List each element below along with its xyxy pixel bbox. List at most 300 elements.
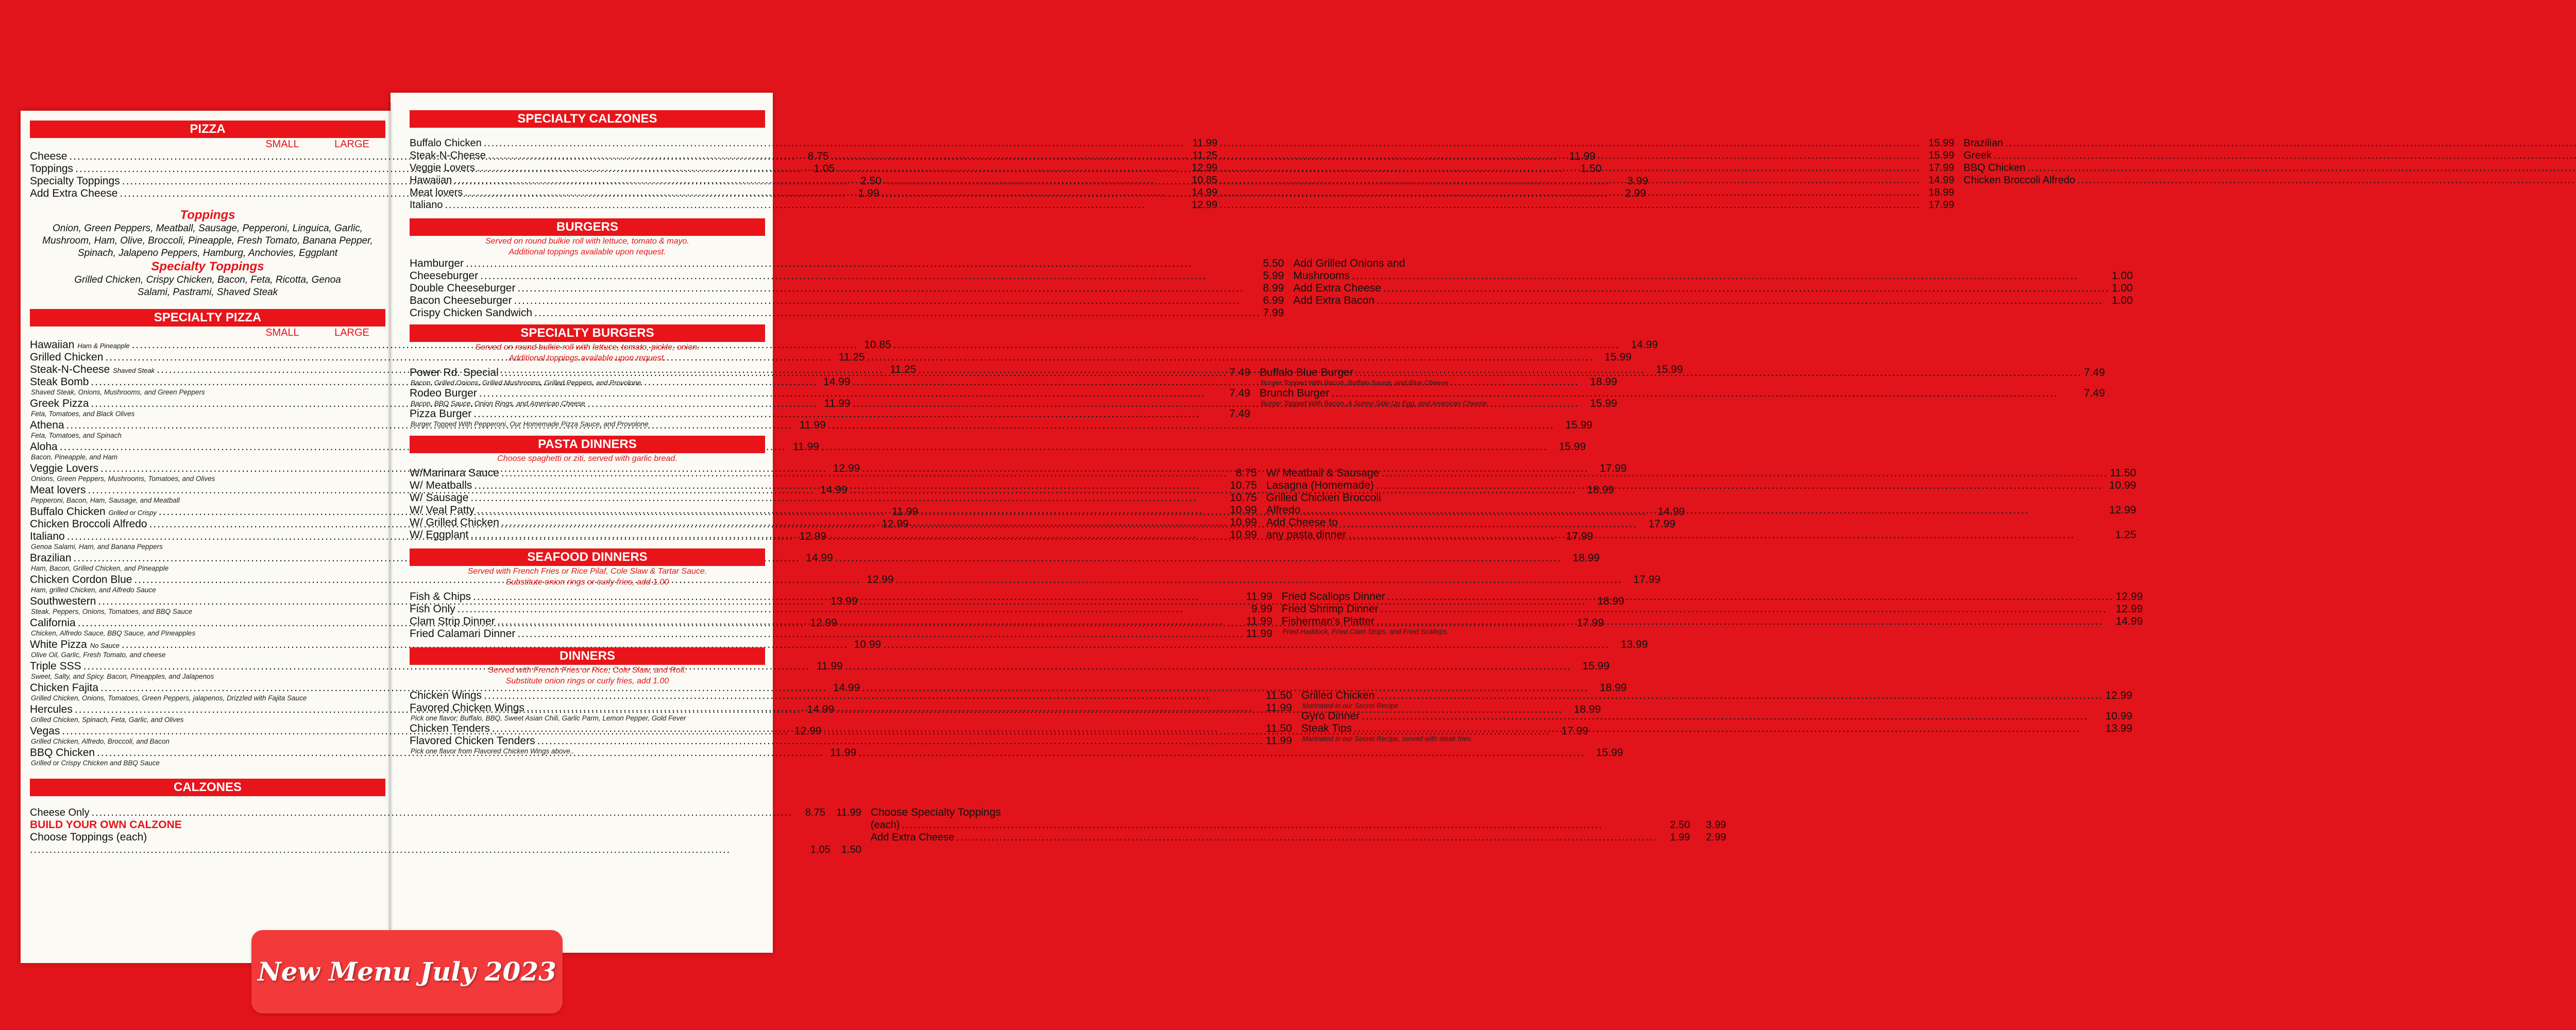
dinners-right-list xyxy=(1301,690,2132,756)
item-name: Fried Shrimp Dinner xyxy=(1281,603,1379,615)
small-price: 14.99 xyxy=(1191,187,1218,198)
burger-addon-row xyxy=(1293,270,2133,282)
small-price: 10.85 xyxy=(864,339,891,351)
item-name: Pizza Burger xyxy=(410,408,472,420)
new-menu-banner xyxy=(251,930,563,1014)
item-description: Ham, Bacon, Grilled Chicken, and Pineapple xyxy=(31,564,169,572)
large-price: 17.99 xyxy=(1633,574,1660,586)
item-name: Specialty Toppings xyxy=(30,175,120,187)
large-price: 17.99 xyxy=(1928,162,1955,174)
item-name: Greek Pizza xyxy=(30,398,89,409)
calzone-choose-toppings-label: Choose Toppings (each) xyxy=(30,831,147,843)
burger-row xyxy=(410,258,1284,270)
item-price: 11.99 xyxy=(1246,615,1273,627)
large-price: 3.99 xyxy=(1627,175,1649,187)
item-name: Grilled Chicken xyxy=(1301,690,1375,701)
item-name: Toppings xyxy=(30,163,74,175)
pasta-row xyxy=(410,492,1257,504)
small-price: 12.99 xyxy=(882,518,909,530)
item-price: 11.99 xyxy=(1265,702,1292,714)
burgers-header: BURGERS xyxy=(410,218,765,236)
item-name: Cheeseburger xyxy=(410,270,479,282)
specialty-calzone-row xyxy=(1963,162,2576,174)
item-description: Feta, Tomatoes, and Spinach xyxy=(31,432,122,439)
small-price: 14.99 xyxy=(833,682,860,694)
item-price: 8.75 xyxy=(1235,467,1257,479)
item-name: Fish Only xyxy=(410,603,455,615)
item-name: Cheese xyxy=(30,150,67,162)
item-name: Hercules xyxy=(30,703,73,715)
item-name: Add Extra Cheese xyxy=(30,187,118,199)
pizza-header: PIZZA xyxy=(30,121,385,138)
small-price: 1.05 xyxy=(814,163,835,175)
large-price: 14.99 xyxy=(1657,506,1685,518)
item-price: 10.75 xyxy=(1230,492,1257,504)
seafood-row xyxy=(1282,603,2143,615)
item-name: Aloha xyxy=(30,441,58,453)
item-price: 1.00 xyxy=(2111,295,2133,306)
item-price: 10.99 xyxy=(1230,529,1257,541)
item-name: Italiano xyxy=(410,199,443,211)
item-note: Shaved Steak xyxy=(113,367,155,374)
large-price: 15.99 xyxy=(1928,138,1955,149)
item-description: Grilled or Crispy Chicken and BBQ Sauce xyxy=(31,759,160,767)
small-price: 11.25 xyxy=(890,364,917,375)
pasta-gcb-label: Grilled Chicken Broccoli xyxy=(1266,492,1381,504)
build-your-own-calzone: BUILD YOUR OWN CALZONE xyxy=(30,819,182,831)
calzones-header: CALZONES xyxy=(30,779,385,796)
item-price: 11.99 xyxy=(1246,591,1273,603)
item-description: Burger Topped With Bacon, Buffalo Sauce, and Blue Cheese xyxy=(1260,379,1448,387)
item-description: Onions, Green Peppers, Mushrooms, Tomatoes, and Olives xyxy=(31,475,215,483)
item-name: Gyro Dinner xyxy=(1301,710,1360,722)
item-description: Bacon, BBQ Sauce, Onion Rings, and American Cheese xyxy=(411,400,585,407)
specialty-burger-row xyxy=(1260,387,2105,400)
seafood-row xyxy=(410,591,1273,603)
specialty-burger-row xyxy=(410,408,1250,420)
calzone-specialty-toppings-price: (each) ..... 2.50 3.99 xyxy=(871,819,1726,831)
item-price: 7.49 xyxy=(1229,367,1250,379)
item-name: Add Extra Cheese xyxy=(1293,282,1381,294)
item-note: Grilled or Crispy xyxy=(108,509,157,517)
small-price: 1.99 xyxy=(858,187,879,199)
item-description: Sweet, Salty, and Spicy. Bacon, Pineapples, and Jalapenos xyxy=(31,673,214,680)
large-price: 14.99 xyxy=(1928,175,1955,186)
specialty-calzones-right-list xyxy=(1963,137,2576,186)
large-price: 15.99 xyxy=(1582,660,1610,672)
item-name: Steak Tips xyxy=(1301,723,1352,734)
item-name: Buffalo Chicken xyxy=(410,138,482,149)
specialty-calzones-left-list xyxy=(410,137,1954,211)
small-price: 12.99 xyxy=(1191,199,1218,211)
item-name: Steak Bomb xyxy=(30,376,89,388)
burger-row xyxy=(410,270,1284,282)
small-price: 14.99 xyxy=(823,376,851,388)
seafood-dinners-header: SEAFOOD DINNERS xyxy=(410,548,765,566)
item-name: Veggie Lovers xyxy=(410,162,475,174)
specialty-calzone-row xyxy=(410,149,1954,162)
small-price: 13.99 xyxy=(831,595,858,607)
item-description: Grilled Chicken, Onions, Tomatoes, Green Peppers, jalapenos, Drizzled with Fajita Sauce xyxy=(31,694,307,702)
item-name: Hawaiian xyxy=(410,175,452,186)
item-price: 10.99 xyxy=(1230,517,1257,528)
small-price: 11.99 xyxy=(799,419,826,431)
small-price: 12.99 xyxy=(833,462,860,474)
item-price: 13.99 xyxy=(2105,723,2132,734)
item-price: 10.75 xyxy=(1230,479,1257,491)
specialty-calzone-row xyxy=(410,186,1954,199)
large-price: 2.99 xyxy=(1625,187,1646,199)
item-note: No Sauce xyxy=(90,642,120,649)
large-price: 13.99 xyxy=(1620,639,1648,650)
item-name: California xyxy=(30,617,76,629)
item-price: 14.99 xyxy=(2115,615,2143,627)
item-name: Crispy Chicken Sandwich xyxy=(410,307,533,319)
specialty-burgers-note-2: Additional toppings available upon request. xyxy=(509,354,666,363)
item-note: Ham & Pineapple xyxy=(77,342,130,350)
item-name: Double Cheeseburger xyxy=(410,282,516,294)
pasta-row xyxy=(410,467,1257,479)
item-description: Grilled Chicken, Spinach, Feta, Garlic, and Olives xyxy=(31,716,184,724)
specialty-calzone-row xyxy=(1963,174,2576,186)
item-price: 7.49 xyxy=(2083,367,2105,379)
burger-row xyxy=(410,282,1284,295)
seafood-row xyxy=(410,628,1273,640)
item-description: Bacon, Pineapple, and Ham xyxy=(31,453,118,461)
item-price: 12.99 xyxy=(2115,591,2143,603)
item-description: Genoa Salami, Ham, and Banana Peppers xyxy=(31,543,163,551)
small-price: 8.75 xyxy=(807,150,829,162)
specialty-burger-row xyxy=(410,387,1250,400)
large-price: 18.99 xyxy=(1928,187,1955,198)
specialty-burgers-right-list xyxy=(1260,367,2105,428)
pasta-row xyxy=(410,504,1257,517)
item-name: Mushrooms xyxy=(1293,270,1350,282)
large-price: 17.99 xyxy=(1928,199,1955,211)
item-name: W/Marinara Sauce xyxy=(410,467,499,479)
small-price: 14.99 xyxy=(807,703,835,715)
seafood-row xyxy=(410,603,1273,615)
large-price: 15.99 xyxy=(1596,747,1623,759)
large-label: LARGE xyxy=(334,327,369,338)
large-price: 15.99 xyxy=(1604,351,1632,363)
small-label: SMALL xyxy=(265,139,299,150)
small-price: 11.25 xyxy=(1192,150,1218,161)
item-name: Hamburger xyxy=(410,258,464,269)
large-price: 15.99 xyxy=(1928,150,1955,161)
item-name: Chicken Tenders xyxy=(410,723,490,734)
item-name: Hawaiian xyxy=(30,339,75,351)
small-price: 11.99 xyxy=(816,660,843,672)
calzones-grid: SMALL LARGE Cheese Only ..... 8.75 11.99 BUILD YOUR OWN CALZONE Choose Toppings (each) ..... 1.05 1.50 SMALL LARGE Choose Specialty Toppings (each) ..... 2.50 3.99 Add Extra Cheese ..... 1.99 2.99 xyxy=(30,796,385,856)
burgers-grid xyxy=(410,258,2133,319)
item-price: 11.50 xyxy=(1265,690,1292,701)
large-price: 17.99 xyxy=(1599,462,1627,474)
specialty-pizza-header: SPECIALTY PIZZA xyxy=(30,309,385,327)
seafood-right-list xyxy=(1282,591,2143,640)
item-name: Greek xyxy=(1963,150,1992,161)
specialty-pizza-row xyxy=(30,639,1648,651)
seafood-note-2: Substitute onion rings or curly fries, add 1.00 xyxy=(505,578,669,587)
small-price: 12.99 xyxy=(794,725,822,737)
small-price: 12.99 xyxy=(810,617,837,629)
item-name: Chicken Fajita xyxy=(30,682,99,694)
item-price: 7.99 xyxy=(1263,307,1284,319)
item-description: Bacon, Grilled Onions, Grilled Mushrooms, Grilled Peppers, and Provolone xyxy=(411,379,641,387)
pasta-dinners-header: PASTA DINNERS xyxy=(410,436,765,453)
burger-row xyxy=(410,307,1284,319)
burger-addon-row xyxy=(1293,295,2133,307)
specialty-calzone-row xyxy=(410,174,1954,186)
specialty-pizza-row xyxy=(30,682,1627,694)
calzone-extra-cheese: Add Extra Cheese ..... 1.99 2.99 xyxy=(871,831,1726,844)
item-name: Chicken Broccoli Alfredo xyxy=(30,518,147,530)
dinner-row xyxy=(410,690,1292,702)
item-name: Steak-N-Cheese xyxy=(30,364,110,375)
toppings-title: Toppings xyxy=(180,208,235,222)
calzone-size-header: SMALL LARGE xyxy=(788,797,855,805)
burgers-note-2: Additional toppings available upon request. xyxy=(509,248,666,256)
toppings-list: Onion, Green Peppers, Meatball, Sausage, Pepperoni, Linguica, Garlic, Mushroom, Ham, Olive, Broccoli, Pineapple, Fresh Tomato, Banana Pepper, Spinach, Jalapeno Peppers, Hamburg, Anchovies, Eggplant xyxy=(42,223,373,259)
dinner-row xyxy=(410,723,1292,735)
dinners-header: DINNERS xyxy=(410,647,765,665)
item-price: 5.50 xyxy=(1263,258,1284,269)
seafood-note-1: Served with French Fries or Rice Pilaf, Cole Slaw & Tartar Sauce. xyxy=(467,567,707,576)
item-description: Feta, Tomatoes, and Black Olives xyxy=(31,410,135,418)
specialty-calzone-row xyxy=(1963,149,2576,162)
item-description: Pick one flavor; Buffalo, BBQ, Sweet Asian Chili, Garlic Parm, Lemon Pepper, Gold Fever xyxy=(411,714,686,722)
small-price: 10.85 xyxy=(1191,175,1218,186)
item-name: Add Extra Bacon xyxy=(1293,295,1375,306)
calzone-cheese-only: Cheese Only ..... 8.75 11.99 xyxy=(30,806,861,819)
seafood-row xyxy=(1282,615,2143,628)
item-name: W/ Grilled Chicken xyxy=(410,517,499,528)
pasta-add-cheese-label: Add Cheese to xyxy=(1266,517,1338,528)
pasta-lasagna: Lasagna (Homemade) ..... 10.99 xyxy=(1266,479,2137,492)
small-price: 12.99 xyxy=(867,574,894,586)
seafood-left-list xyxy=(410,591,1273,640)
item-description: Marinated in our Secret Recipe xyxy=(1302,702,1398,710)
item-price: 12.99 xyxy=(2105,690,2132,701)
small-price: 11.99 xyxy=(892,506,919,518)
large-price: 14.99 xyxy=(1631,339,1658,351)
seafood-row xyxy=(410,615,1273,628)
specialty-calzones-header: SPECIALTY CALZONES xyxy=(410,110,765,128)
pasta-note: Choose spaghetti or ziti, served with garlic bread. xyxy=(497,454,677,463)
item-name: Vegas xyxy=(30,725,60,737)
specialty-pizza-size-header xyxy=(30,327,385,339)
large-price: 15.99 xyxy=(1565,419,1592,431)
burgers-note-1: Served on round bulkie roll with lettuce, tomato & mayo. xyxy=(485,237,689,246)
pasta-row xyxy=(410,479,1257,492)
small-price: 10.99 xyxy=(854,639,882,650)
item-description: Pepperoni, Bacon, Ham, Sausage, and Meatball xyxy=(31,496,180,504)
item-description: Fried Haddock, Fried Clam Strips, and Fried Scallops. xyxy=(1282,628,1449,636)
item-name: Buffalo Chicken xyxy=(30,506,106,518)
dinner-row xyxy=(1301,690,2132,702)
dinner-row xyxy=(410,702,1292,714)
item-name: Brazilian xyxy=(30,552,72,564)
item-description: Burger Topped With Bacon, A Sunny Side Up Egg, and American Cheese xyxy=(1260,400,1487,407)
specialty-calzone-row xyxy=(410,137,1954,149)
item-price: 10.99 xyxy=(2105,710,2132,722)
item-name: W/ Sausage xyxy=(410,492,469,504)
large-price: 18.99 xyxy=(1599,682,1627,694)
item-name: Triple SSS xyxy=(30,660,81,672)
specialty-calzone-row xyxy=(410,162,1954,174)
small-price: 14.99 xyxy=(820,484,848,496)
item-name: Steak-N-Cheese xyxy=(410,150,486,161)
item-name: Grilled Chicken xyxy=(30,351,104,363)
small-price: 11.99 xyxy=(824,398,851,409)
small-label: SMALL xyxy=(265,327,299,338)
specialty-calzones-grid: SMALL LARGE Buffalo Chicken ..... 11.99 ..... 15.99 Steak-N-Cheese ..... 11.25 ..... 15.99 Veggie Lovers ..... 12.99 ..... 17.99 Hawaiian ..... 10.85 ..... 14.99 Meat lovers ..... 14.99 ..... 18.99 Italiano ..... 12.99 ..... 17.99 Brazilian ..... Greek ..... BBQ Chicken ..... Chicken Broccoli Alfredo ..... xyxy=(410,128,765,211)
dinner-row xyxy=(1301,710,2132,723)
small-price: 11.99 xyxy=(1192,138,1218,149)
item-name: Athena xyxy=(30,419,64,431)
large-price: 18.99 xyxy=(1572,552,1600,564)
burger-addon-row xyxy=(1293,282,2133,295)
item-price: 10.99 xyxy=(1230,504,1257,516)
burger-add-grilled-onions: Add Grilled Onions and xyxy=(1293,258,1405,269)
item-description: Marinated in our Secret Recipe, served with steak fries. xyxy=(1302,735,1473,743)
small-price: 2.50 xyxy=(860,175,882,187)
item-name: Italiano xyxy=(30,530,65,542)
item-name: BBQ Chicken xyxy=(1963,162,2026,174)
item-name: W/ Veal Patty xyxy=(410,504,475,516)
item-description: Chicken, Alfredo Sauce, BBQ Sauce, and Pineapples xyxy=(31,629,196,637)
item-name: Clam Strip Dinner xyxy=(410,615,495,627)
small-price: 11.25 xyxy=(838,351,865,363)
dinners-note-2: Substitute onion rings or curly fries, add 1.00 xyxy=(505,677,669,685)
item-description: Olive Oil, Garlic, Fresh Tomato, and cheese xyxy=(31,651,166,659)
item-price: 11.50 xyxy=(1265,723,1292,734)
calzone-choose-toppings-price: ..... 1.05 1.50 xyxy=(30,844,861,856)
item-name: Fried Scallops Dinner xyxy=(1281,591,1385,603)
large-price: 18.99 xyxy=(1590,376,1617,388)
banner-text: New Menu July 2023 xyxy=(258,956,556,987)
item-name: Brazilian xyxy=(1963,138,2003,149)
pasta-meatball-sausage: W/ Meatball & Sausage ..... 11.50 xyxy=(1266,467,2137,479)
specialty-calzone-row xyxy=(1963,137,2576,149)
item-price: 7.49 xyxy=(1229,408,1250,420)
item-description: Steak, Peppers, Onions, Tomatoes, and BBQ Sauce xyxy=(31,608,193,615)
dinners-left-list xyxy=(410,690,1292,756)
calzone-specialty-toppings-label: Choose Specialty Toppings xyxy=(870,806,1001,818)
large-price: 11.99 xyxy=(1569,150,1596,162)
large-price: 1.50 xyxy=(1580,163,1602,175)
item-name: Veggie Lovers xyxy=(30,462,99,474)
large-price: 17.99 xyxy=(1566,530,1594,542)
item-name: W/ Meatballs xyxy=(410,479,472,491)
item-price: 9.99 xyxy=(1251,603,1273,615)
small-price: 14.99 xyxy=(806,552,833,564)
small-price: 12.99 xyxy=(799,530,826,542)
item-price: 11.99 xyxy=(1265,735,1292,747)
item-price: 7.49 xyxy=(2083,387,2105,399)
dinner-row xyxy=(1301,723,2132,735)
specialty-burgers-note-1: Served on round bulkie roll with lettuce, tomato, pickle, onion. xyxy=(475,343,700,352)
large-price: 18.99 xyxy=(1587,484,1614,496)
item-name: BBQ Chicken xyxy=(30,747,95,759)
item-name: Chicken Cordon Blue xyxy=(30,574,132,586)
item-name: Meat lovers xyxy=(410,187,463,198)
item-price: 6.99 xyxy=(1263,295,1284,306)
specialty-burger-row xyxy=(410,367,1250,379)
item-name: Southwestern xyxy=(30,595,96,607)
small-price: 11.99 xyxy=(830,747,857,759)
item-name: Chicken Wings xyxy=(410,690,482,701)
item-price: 11.99 xyxy=(1246,628,1273,640)
item-name: Brunch Burger xyxy=(1259,387,1330,399)
large-price: 17.99 xyxy=(1561,725,1588,737)
item-description: Pick one flavor from Flavored Chicken Wings above.. xyxy=(411,747,574,755)
large-price: 18.99 xyxy=(1573,703,1601,715)
item-name: Power Rd. Special xyxy=(410,367,499,379)
item-name: Fried Calamari Dinner xyxy=(410,628,516,640)
item-name: Fish & Chips xyxy=(410,591,471,603)
item-description: Grilled Chicken, Alfredo, Broccoli, and Bacon xyxy=(31,737,170,745)
specialty-toppings-title: Specialty Toppings xyxy=(151,260,264,273)
item-name: Meat lovers xyxy=(30,484,86,496)
specialty-calzone-row xyxy=(410,199,1954,211)
item-description: Burger Topped With Pepperoni, Our Homemade Pizza Sauce, and Provolone xyxy=(411,420,649,428)
item-price: 5.99 xyxy=(1263,270,1284,282)
burgers-addons-list xyxy=(1293,270,2133,307)
pizza-size-header xyxy=(30,138,385,150)
burgers-left-list xyxy=(410,258,1284,319)
dinners-note-1: Served with French Fries or Rice, Cole Slaw, and Roll. xyxy=(488,666,687,675)
specialty-burgers-header: SPECIALTY BURGERS xyxy=(410,324,765,342)
item-description: Ham, grilled Chicken, and Alfredo Sauce xyxy=(31,586,156,594)
large-price: 17.99 xyxy=(1577,617,1604,629)
seafood-row xyxy=(1282,591,2143,603)
item-name: Fisherman's Platter xyxy=(1281,615,1375,627)
small-price: 11.99 xyxy=(792,441,819,453)
pasta-row xyxy=(410,529,1257,541)
item-price: 8.99 xyxy=(1263,282,1284,294)
specialty-toppings-list: Grilled Chicken, Crispy Chicken, Bacon, Feta, Ricotta, Genoa Salami, Pastrami, Shaved Steak xyxy=(74,274,341,298)
item-name: Buffalo Blue Burger xyxy=(1259,367,1353,379)
large-price: 15.99 xyxy=(1558,441,1586,453)
pasta-add-cheese: any pasta dinner ..... 1.25 xyxy=(1266,529,2137,541)
item-price: 12.99 xyxy=(2115,603,2143,615)
item-price: 1.00 xyxy=(2111,270,2133,282)
item-price: 1.00 xyxy=(2111,282,2133,294)
dinner-row xyxy=(410,735,1292,747)
item-name: Rodeo Burger xyxy=(410,387,477,399)
item-name: W/ Eggplant xyxy=(410,529,469,541)
item-name: Bacon Cheeseburger xyxy=(410,295,512,306)
item-name: Favored Chicken Wings xyxy=(410,702,524,714)
large-price: 15.99 xyxy=(1590,398,1617,409)
small-price: 12.99 xyxy=(1191,162,1218,174)
item-name: White Pizza xyxy=(30,639,87,650)
large-price: 15.99 xyxy=(1656,364,1683,375)
burger-row xyxy=(410,295,1284,307)
pasta-gcb-alfredo: Alfredo ..... 12.99 xyxy=(1266,504,2137,517)
large-price: 18.99 xyxy=(1597,595,1624,607)
pasta-row xyxy=(410,517,1257,529)
item-price: 7.49 xyxy=(1229,387,1250,399)
item-name: Chicken Broccoli Alfredo xyxy=(1963,175,2076,186)
pasta-left-list xyxy=(410,467,1257,541)
specialty-burgers-left-list xyxy=(410,367,1250,428)
large-price: 17.99 xyxy=(1648,518,1676,530)
item-description: Shaved Steak, Onions, Mushrooms, and Green Peppers xyxy=(31,388,205,396)
large-label: LARGE xyxy=(334,139,369,150)
item-name: Flavored Chicken Tenders xyxy=(410,735,535,747)
